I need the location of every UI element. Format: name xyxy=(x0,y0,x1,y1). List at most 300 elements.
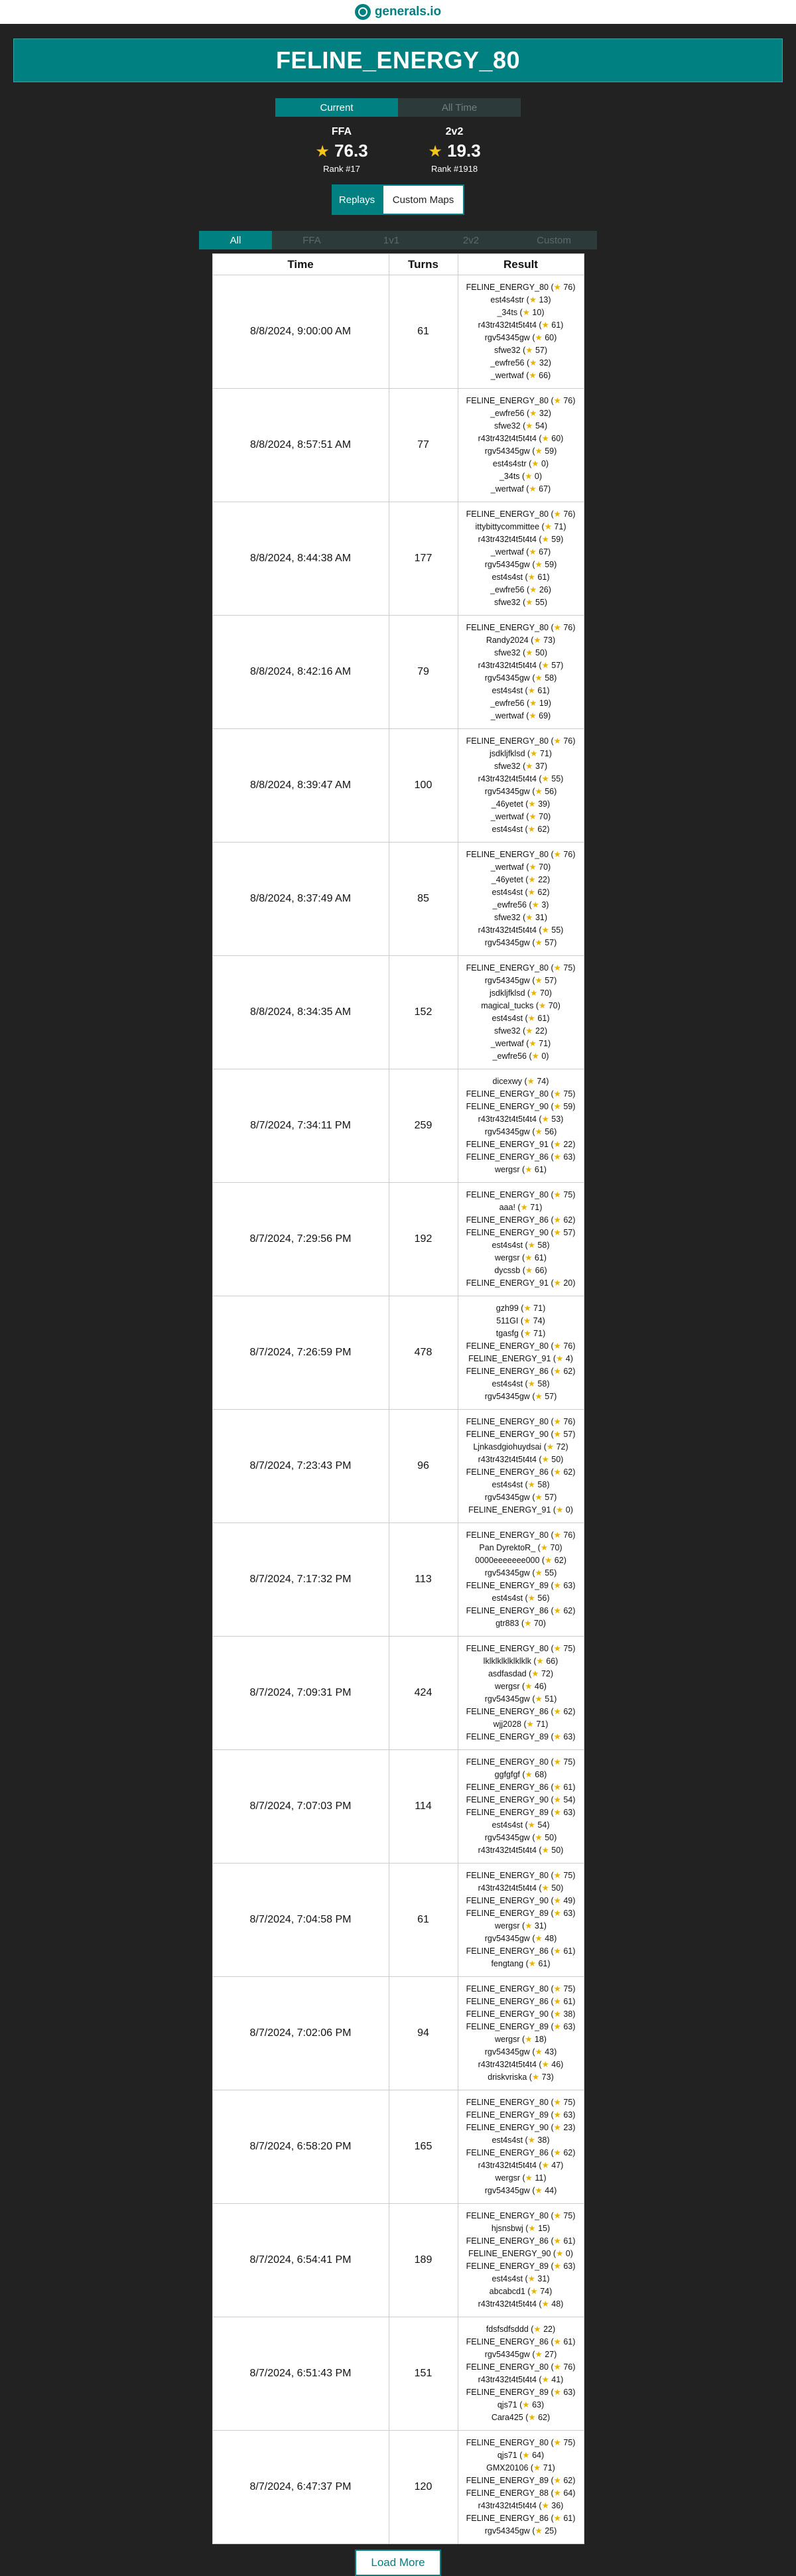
filter-tab-2v2[interactable]: 2v2 xyxy=(431,231,511,249)
player-name[interactable]: FELINE_ENERGY_86 xyxy=(466,1467,549,1477)
result-player-line: ggfgfgf (★ 68) xyxy=(494,1770,547,1779)
player-name[interactable]: r43tr432t4t5t4t4 xyxy=(478,1846,537,1855)
table-row[interactable] xyxy=(212,843,584,956)
player-name[interactable]: _46yetet xyxy=(491,799,523,809)
player-name[interactable]: _46yetet xyxy=(491,875,523,884)
player-name[interactable]: r43tr432t4t5t4t4 xyxy=(478,2060,537,2069)
player-star-rating: 76 xyxy=(563,2362,573,2372)
player-star-rating: 62 xyxy=(563,2148,573,2157)
player-name[interactable]: FELINE_ENERGY_91 xyxy=(466,1278,549,1288)
player-star-rating: 50 xyxy=(535,648,545,657)
player-name[interactable]: r43tr432t4t5t4t4 xyxy=(478,1455,537,1464)
star-icon: ★ xyxy=(556,1505,564,1515)
star-icon: ★ xyxy=(553,736,561,746)
custom-maps-button[interactable]: Custom Maps xyxy=(382,184,464,215)
player-name[interactable]: est4s4str xyxy=(490,295,525,305)
player-name[interactable]: sfwe32 xyxy=(494,913,521,922)
player-name[interactable]: FELINE_ENERGY_80 xyxy=(466,283,549,292)
player-name[interactable]: FELINE_ENERGY_80 xyxy=(466,396,549,405)
table-row[interactable] xyxy=(212,2090,584,2204)
player-name[interactable]: FELINE_ENERGY_89 xyxy=(466,2388,549,2397)
player-name[interactable]: _wertwaf xyxy=(490,862,524,872)
filter-tab-custom[interactable]: Custom xyxy=(511,231,597,249)
player-star-rating: 75 xyxy=(563,2211,573,2220)
player-name[interactable]: FELINE_ENERGY_86 xyxy=(466,2148,549,2157)
filter-tab-1v1[interactable]: 1v1 xyxy=(352,231,431,249)
player-name[interactable]: aaa! xyxy=(499,1203,515,1212)
player-name[interactable]: FELINE_ENERGY_80 xyxy=(466,2211,549,2220)
player-name[interactable]: FELINE_ENERGY_86 xyxy=(466,1215,549,1225)
player-name[interactable]: _ewfre56 xyxy=(492,1051,527,1061)
player-name[interactable]: rgv54345gw xyxy=(484,1694,530,1704)
table-header-row xyxy=(212,254,584,275)
player-name[interactable]: rgv54345gw xyxy=(484,787,530,796)
player-name[interactable]: FELINE_ENERGY_89 xyxy=(466,2022,549,2031)
tab-current[interactable]: Current xyxy=(275,98,398,117)
player-name[interactable]: est4s4st xyxy=(492,573,523,582)
player-name[interactable]: rgv54345gw xyxy=(484,2350,530,2359)
replay-time: 8/7/2024, 6:47:37 PM xyxy=(212,2431,389,2544)
player-name[interactable]: FELINE_ENERGY_80 xyxy=(466,736,549,746)
player-name[interactable]: FELINE_ENERGY_90 xyxy=(466,1430,549,1439)
player-name[interactable]: wergsr xyxy=(495,1921,520,1931)
player-name[interactable]: r43tr432t4t5t4t4 xyxy=(478,2501,537,2510)
star-icon: ★ xyxy=(529,1039,537,1048)
result-player-line: _ewfre56 (★ 0) xyxy=(492,1051,549,1061)
player-star-rating: 57 xyxy=(545,1392,555,1401)
player-name[interactable]: rgv54345gw xyxy=(484,560,530,569)
player-name[interactable]: rgv54345gw xyxy=(484,446,530,456)
star-icon: ★ xyxy=(525,346,533,355)
player-name[interactable]: ggfgfgf xyxy=(494,1770,520,1779)
player-star-rating: 31 xyxy=(537,2274,547,2283)
player-star-rating: 72 xyxy=(541,1669,551,1678)
player-name[interactable]: est4s4st xyxy=(492,1014,523,1023)
player-name[interactable]: FELINE_ENERGY_88 xyxy=(466,2488,549,2498)
replay-turns: 113 xyxy=(389,1523,458,1637)
table-row[interactable] xyxy=(212,616,584,729)
player-name[interactable]: wergsr xyxy=(495,1253,520,1262)
star-icon: ★ xyxy=(553,1341,561,1351)
replays-button[interactable]: Replays xyxy=(332,184,382,215)
star-icon: ★ xyxy=(535,1934,543,1943)
player-name[interactable]: FELINE_ENERGY_86 xyxy=(466,2337,549,2346)
star-icon: ★ xyxy=(527,888,535,897)
player-name[interactable]: FELINE_ENERGY_89 xyxy=(466,2476,549,2485)
result-player-line: lklklklklklklklk (★ 66) xyxy=(483,1657,559,1666)
star-icon: ★ xyxy=(525,2173,533,2183)
player-name[interactable]: FELINE_ENERGY_80 xyxy=(466,1757,549,1767)
player-name[interactable]: FELINE_ENERGY_80 xyxy=(466,850,549,859)
player-name[interactable]: rgv54345gw xyxy=(484,2047,530,2057)
player-star-rating: 75 xyxy=(563,1757,573,1767)
player-name[interactable]: _ewfre56 xyxy=(490,585,525,594)
player-name[interactable]: _ewfre56 xyxy=(490,699,525,708)
player-star-rating: 75 xyxy=(563,963,573,973)
player-name[interactable]: gtr883 xyxy=(496,1619,519,1628)
player-name[interactable]: magical_tucks xyxy=(481,1001,534,1010)
player-name[interactable]: est4s4st xyxy=(492,825,523,834)
player-star-rating: 62 xyxy=(563,1606,573,1615)
player-name[interactable]: r43tr432t4t5t4t4 xyxy=(478,2299,537,2309)
player-name[interactable]: FELINE_ENERGY_86 xyxy=(466,1367,549,1376)
player-name[interactable]: FELINE_ENERGY_86 xyxy=(466,1152,549,1162)
result-player-line: est4s4st (★ 58) xyxy=(492,1241,550,1250)
player-name[interactable]: r43tr432t4t5t4t4 xyxy=(478,1883,537,1893)
player-name[interactable]: rgv54345gw xyxy=(484,673,530,683)
result-player-line: sfwe32 (★ 54) xyxy=(494,421,548,431)
player-name[interactable]: FELINE_ENERGY_80 xyxy=(466,2362,549,2372)
player-name[interactable]: r43tr432t4t5t4t4 xyxy=(478,535,537,544)
star-icon: ★ xyxy=(529,358,537,368)
generals-logo-icon[interactable] xyxy=(355,4,371,20)
result-player-line: est4s4st (★ 54) xyxy=(492,1820,550,1830)
player-name[interactable]: r43tr432t4t5t4t4 xyxy=(478,925,537,935)
player-name[interactable]: FELINE_ENERGY_86 xyxy=(466,2514,549,2523)
load-more-button[interactable]: Load More xyxy=(355,2549,441,2576)
player-star-rating: 71 xyxy=(533,1304,543,1313)
player-name[interactable]: FELINE_ENERGY_80 xyxy=(466,2438,549,2447)
table-row[interactable] xyxy=(212,1069,584,1183)
replay-time: 8/8/2024, 8:34:35 AM xyxy=(212,956,389,1069)
player-name[interactable]: 511GI xyxy=(496,1316,519,1325)
player-name[interactable]: _wertwaf xyxy=(490,547,524,557)
player-name[interactable]: sfwe32 xyxy=(494,1026,521,1036)
player-name[interactable]: FELINE_ENERGY_89 xyxy=(466,1808,549,1817)
result-player-line: FELINE_ENERGY_91 (★ 0) xyxy=(468,1505,573,1515)
star-icon: ★ xyxy=(525,648,533,657)
player-name[interactable]: _ewfre56 xyxy=(490,358,525,368)
player-name[interactable]: rgv54345gw xyxy=(484,1392,530,1401)
replay-time: 8/8/2024, 8:57:51 AM xyxy=(212,389,389,502)
player-name[interactable]: r43tr432t4t5t4t4 xyxy=(478,434,537,443)
player-name[interactable]: driskvriska xyxy=(488,2072,527,2082)
player-name[interactable]: Randy2024 xyxy=(486,636,529,645)
player-star-rating: 36 xyxy=(551,2501,561,2510)
player-name[interactable]: dicexwy xyxy=(492,1077,523,1086)
table-row[interactable] xyxy=(212,1637,584,1750)
star-icon: ★ xyxy=(525,598,533,607)
player-name[interactable]: FELINE_ENERGY_91 xyxy=(468,1354,551,1363)
player-name[interactable]: abcabcd1 xyxy=(489,2287,525,2296)
player-star-rating: 76 xyxy=(563,283,573,292)
replay-turns: 96 xyxy=(389,1410,458,1523)
stat-ffa xyxy=(292,126,391,174)
result-player-line: fengtang (★ 61) xyxy=(491,1959,551,1968)
player-name[interactable]: FELINE_ENERGY_80 xyxy=(466,1984,549,1994)
player-star-rating: 61 xyxy=(537,573,547,582)
player-name[interactable]: rgv54345gw xyxy=(484,2186,530,2195)
player-name[interactable]: sfwe32 xyxy=(494,598,521,607)
player-name[interactable]: FELINE_ENERGY_80 xyxy=(466,963,549,973)
player-name[interactable]: qjs71 xyxy=(497,2451,517,2460)
result-player-line: est4s4st (★ 58) xyxy=(492,1379,550,1389)
player-name[interactable]: _wertwaf xyxy=(490,371,524,380)
player-name[interactable]: FELINE_ENERGY_80 xyxy=(466,1341,549,1351)
table-row[interactable] xyxy=(212,2204,584,2317)
player-name[interactable]: jsdkljfklsd xyxy=(490,988,525,998)
result-player-line: r43tr432t4t5t4t4 (★ 55) xyxy=(478,774,564,783)
player-name[interactable]: FELINE_ENERGY_80 xyxy=(466,1190,549,1199)
result-player-line: est4s4st (★ 31) xyxy=(492,2274,550,2283)
player-star-rating: 3 xyxy=(541,900,547,910)
player-name[interactable]: 0000eeeeeee000 xyxy=(475,1556,540,1565)
player-name[interactable]: _wertwaf xyxy=(490,484,524,494)
result-player-line: FELINE_ENERGY_90 (★ 38) xyxy=(466,2009,576,2019)
player-name[interactable]: hjsnsbwj xyxy=(491,2224,523,2233)
table-row[interactable] xyxy=(212,275,584,389)
player-star-rating: 58 xyxy=(537,1379,547,1389)
player-name[interactable]: sfwe32 xyxy=(494,421,521,431)
player-name[interactable]: est4s4st xyxy=(492,1241,523,1250)
player-name[interactable]: Cara425 xyxy=(491,2413,523,2422)
player-name[interactable]: rgv54345gw xyxy=(484,976,530,985)
player-name[interactable]: FELINE_ENERGY_90 xyxy=(466,2123,549,2132)
player-star-rating: 13 xyxy=(539,295,549,305)
player-name[interactable]: rgv54345gw xyxy=(484,1833,530,1842)
result-player-line: r43tr432t4t5t4t4 (★ 48) xyxy=(478,2299,564,2309)
player-name[interactable]: FELINE_ENERGY_86 xyxy=(466,1946,549,1956)
site-logo-text[interactable]: generals.io xyxy=(374,5,442,19)
player-name[interactable]: FELINE_ENERGY_86 xyxy=(466,1783,549,1792)
player-name[interactable]: FELINE_ENERGY_80 xyxy=(466,1644,549,1653)
player-name[interactable]: rgv54345gw xyxy=(484,1493,530,1502)
result-player-line: abcabcd1 (★ 74) xyxy=(489,2287,553,2296)
table-row[interactable] xyxy=(212,1410,584,1523)
player-name[interactable]: sfwe32 xyxy=(494,648,521,657)
player-star-rating: 59 xyxy=(545,446,555,456)
star-icon: ★ xyxy=(541,1455,549,1464)
player-name[interactable]: r43tr432t4t5t4t4 xyxy=(478,1115,537,1124)
player-name[interactable]: FELINE_ENERGY_86 xyxy=(466,1997,549,2006)
player-name[interactable]: est4s4st xyxy=(492,888,523,897)
star-icon: ★ xyxy=(527,1014,535,1023)
table-row[interactable] xyxy=(212,956,584,1069)
table-row[interactable] xyxy=(212,1523,584,1637)
player-name[interactable]: est4s4st xyxy=(492,2274,523,2283)
result-player-line: rgv54345gw (★ 57) xyxy=(484,976,557,985)
result-player-line: _ewfre56 (★ 32) xyxy=(490,358,551,368)
player-star-rating: 73 xyxy=(541,2072,551,2082)
player-name[interactable]: fdsfsdfsddd xyxy=(486,2325,529,2334)
star-icon: ★ xyxy=(541,1846,549,1855)
player-name[interactable]: _wertwaf xyxy=(490,711,524,720)
player-star-rating: 31 xyxy=(535,913,545,922)
result-player-line: FELINE_ENERGY_86 (★ 62) xyxy=(466,2148,576,2157)
player-name[interactable]: FELINE_ENERGY_86 xyxy=(466,1707,549,1716)
player-name[interactable]: _wertwaf xyxy=(490,1039,524,1048)
player-name[interactable]: FELINE_ENERGY_89 xyxy=(466,1732,549,1741)
star-icon: ★ xyxy=(553,2514,561,2523)
player-name[interactable]: FELINE_ENERGY_90 xyxy=(466,1896,549,1905)
player-name[interactable]: est4s4st xyxy=(492,686,523,695)
star-icon: ★ xyxy=(528,875,536,884)
result-player-line: wergsr (★ 11) xyxy=(495,2173,547,2183)
player-star-rating: 55 xyxy=(551,774,561,783)
player-name[interactable]: FELINE_ENERGY_90 xyxy=(468,2249,551,2258)
player-name[interactable]: rgv54345gw xyxy=(484,1127,530,1136)
player-name[interactable]: FELINE_ENERGY_80 xyxy=(466,1089,549,1099)
result-player-line: FELINE_ENERGY_86 (★ 61) xyxy=(466,1946,576,1956)
star-icon: ★ xyxy=(531,1051,539,1061)
player-star-rating: 4 xyxy=(565,1354,570,1363)
filter-tab-all[interactable]: All xyxy=(199,231,272,249)
player-name[interactable]: est4s4st xyxy=(492,1593,523,1603)
result-player-line: FELINE_ENERGY_80 (★ 75) xyxy=(466,1190,576,1199)
player-name[interactable]: FELINE_ENERGY_80 xyxy=(466,623,549,632)
player-name[interactable]: _ewfre56 xyxy=(490,409,525,418)
player-name[interactable]: FELINE_ENERGY_90 xyxy=(466,2009,549,2019)
player-name[interactable]: qjs71 xyxy=(497,2400,517,2409)
replay-time: 8/7/2024, 7:02:06 PM xyxy=(212,1977,389,2090)
replay-turns: 120 xyxy=(389,2431,458,2544)
player-star-rating: 53 xyxy=(551,1115,561,1124)
player-star-rating: 75 xyxy=(563,1644,573,1653)
player-name[interactable]: est4s4str xyxy=(492,459,527,468)
table-row[interactable] xyxy=(212,1864,584,1977)
player-name[interactable]: rgv54345gw xyxy=(484,1934,530,1943)
player-star-rating: 57 xyxy=(563,1430,573,1439)
result-player-line: _wertwaf (★ 66) xyxy=(490,371,551,380)
player-name[interactable]: ittybittycommittee xyxy=(475,522,540,531)
table-row[interactable] xyxy=(212,1183,584,1296)
player-star-rating: 59 xyxy=(563,1102,573,1111)
result-player-line: FELINE_ENERGY_80 (★ 76) xyxy=(466,283,576,292)
player-name[interactable]: FELINE_ENERGY_89 xyxy=(466,1909,549,1918)
table-row[interactable] xyxy=(212,389,584,502)
player-name[interactable]: FELINE_ENERGY_80 xyxy=(466,1417,549,1426)
player-name[interactable]: wergsr xyxy=(495,2035,520,2044)
replay-turns: 61 xyxy=(389,275,458,389)
player-name[interactable]: fengtang xyxy=(491,1959,524,1968)
player-name[interactable]: FELINE_ENERGY_86 xyxy=(466,2236,549,2246)
player-name[interactable]: FELINE_ENERGY_91 xyxy=(468,1505,551,1515)
player-name[interactable]: FELINE_ENERGY_80 xyxy=(466,1530,549,1540)
result-player-line: est4s4st (★ 56) xyxy=(492,1593,550,1603)
replay-time: 8/8/2024, 8:37:49 AM xyxy=(212,843,389,956)
result-player-line: _46yetet (★ 39) xyxy=(491,799,551,809)
player-star-rating: 61 xyxy=(534,1165,544,1174)
player-star-rating: 62 xyxy=(563,1467,573,1477)
player-name[interactable]: sfwe32 xyxy=(494,762,521,771)
player-star-rating: 66 xyxy=(546,1657,556,1666)
player-name[interactable]: GMX20106 xyxy=(486,2463,529,2473)
player-name[interactable]: r43tr432t4t5t4t4 xyxy=(478,661,537,670)
player-name[interactable]: wergsr xyxy=(495,2173,520,2183)
player-name[interactable]: est4s4st xyxy=(492,1820,523,1830)
player-star-rating: 70 xyxy=(533,1619,543,1628)
player-star-rating: 22 xyxy=(538,875,548,884)
player-star-rating: 57 xyxy=(545,938,555,947)
replay-turns: 100 xyxy=(389,729,458,843)
table-row[interactable] xyxy=(212,729,584,843)
player-name[interactable]: wjj2028 xyxy=(493,1720,521,1729)
player-name[interactable]: est4s4st xyxy=(492,1379,523,1389)
player-name[interactable]: est4s4st xyxy=(492,1480,523,1489)
result-player-line: FELINE_ENERGY_89 (★ 63) xyxy=(466,1808,576,1817)
star-icon: ★ xyxy=(533,2325,541,2334)
player-name[interactable]: asdfasdad xyxy=(488,1669,527,1678)
player-name[interactable]: tgasfg xyxy=(496,1329,519,1338)
tab-all-time[interactable]: All Time xyxy=(398,98,521,117)
player-star-rating: 76 xyxy=(563,1341,573,1351)
player-name[interactable]: _34ts xyxy=(499,472,520,481)
replay-turns: 79 xyxy=(389,616,458,729)
player-name[interactable]: r43tr432t4t5t4t4 xyxy=(478,2375,537,2384)
star-icon: ★ xyxy=(553,2262,561,2271)
player-name[interactable]: est4s4st xyxy=(492,2135,523,2145)
table-row[interactable] xyxy=(212,1977,584,2090)
player-name[interactable]: FELINE_ENERGY_90 xyxy=(466,1102,549,1111)
player-name[interactable]: jsdkljfklsd xyxy=(490,749,525,758)
player-name[interactable]: r43tr432t4t5t4t4 xyxy=(478,2161,537,2170)
player-name[interactable]: FELINE_ENERGY_89 xyxy=(466,1581,549,1590)
player-name[interactable]: FELINE_ENERGY_80 xyxy=(466,2098,549,2107)
result-player-line: FELINE_ENERGY_80 (★ 76) xyxy=(466,1341,576,1351)
player-star-rating: 55 xyxy=(551,925,561,935)
filter-tab-ffa[interactable]: FFA xyxy=(272,231,352,249)
table-row[interactable] xyxy=(212,1296,584,1410)
table-row[interactable] xyxy=(212,2431,584,2544)
player-name[interactable]: FELINE_ENERGY_86 xyxy=(466,1606,549,1615)
player-name[interactable]: FELINE_ENERGY_80 xyxy=(466,509,549,519)
player-star-rating: 71 xyxy=(530,1203,540,1212)
player-name[interactable]: lklklklklklklklk xyxy=(483,1657,531,1666)
player-name[interactable]: wergsr xyxy=(495,1682,520,1691)
player-name[interactable]: FELINE_ENERGY_89 xyxy=(466,2262,549,2271)
player-name[interactable]: _wertwaf xyxy=(490,812,524,821)
player-name[interactable]: rgv54345gw xyxy=(484,938,530,947)
player-name[interactable]: gzh99 xyxy=(496,1304,519,1313)
player-name[interactable]: rgv54345gw xyxy=(484,2526,530,2536)
result-player-line: FELINE_ENERGY_89 (★ 63) xyxy=(466,1732,576,1741)
player-name[interactable]: FELINE_ENERGY_90 xyxy=(466,1795,549,1804)
player-name[interactable]: _34ts xyxy=(497,308,518,317)
table-row[interactable] xyxy=(212,502,584,616)
star-icon: ★ xyxy=(535,1127,543,1136)
player-name[interactable]: Ljnkasdgiohuydsai xyxy=(473,1442,542,1452)
player-star-rating: 75 xyxy=(563,2438,573,2447)
replay-turns: 114 xyxy=(389,1750,458,1864)
player-name[interactable]: rgv54345gw xyxy=(484,333,530,342)
player-name[interactable]: FELINE_ENERGY_80 xyxy=(466,1871,549,1880)
player-name[interactable]: r43tr432t4t5t4t4 xyxy=(478,774,537,783)
player-name[interactable]: wergsr xyxy=(495,1165,520,1174)
player-name[interactable]: r43tr432t4t5t4t4 xyxy=(478,320,537,330)
player-name[interactable]: FELINE_ENERGY_91 xyxy=(466,1140,549,1149)
player-star-rating: 41 xyxy=(551,2375,561,2384)
player-name[interactable]: _ewfre56 xyxy=(492,900,527,910)
player-star-rating: 63 xyxy=(563,2388,573,2397)
player-name[interactable]: rgv54345gw xyxy=(484,1568,530,1578)
star-icon: ★ xyxy=(553,1430,561,1439)
player-star-rating: 64 xyxy=(563,2488,573,2498)
player-name[interactable]: dycssb xyxy=(494,1266,521,1275)
player-star-rating: 48 xyxy=(551,2299,561,2309)
player-name[interactable]: Pan DyrektoR_ xyxy=(479,1543,536,1552)
result-player-line: Cara425 (★ 62) xyxy=(491,2413,551,2422)
star-icon: ★ xyxy=(528,2224,536,2233)
star-icon: ★ xyxy=(530,988,538,998)
table-row[interactable] xyxy=(212,2317,584,2431)
player-name[interactable]: FELINE_ENERGY_89 xyxy=(466,2110,549,2120)
player-star-rating: 74 xyxy=(533,1316,543,1325)
table-row[interactable] xyxy=(212,1750,584,1864)
player-name[interactable]: FELINE_ENERGY_90 xyxy=(466,1228,549,1237)
star-icon: ★ xyxy=(525,1770,533,1779)
player-star-rating: 0 xyxy=(541,459,546,468)
player-name[interactable]: sfwe32 xyxy=(494,346,521,355)
